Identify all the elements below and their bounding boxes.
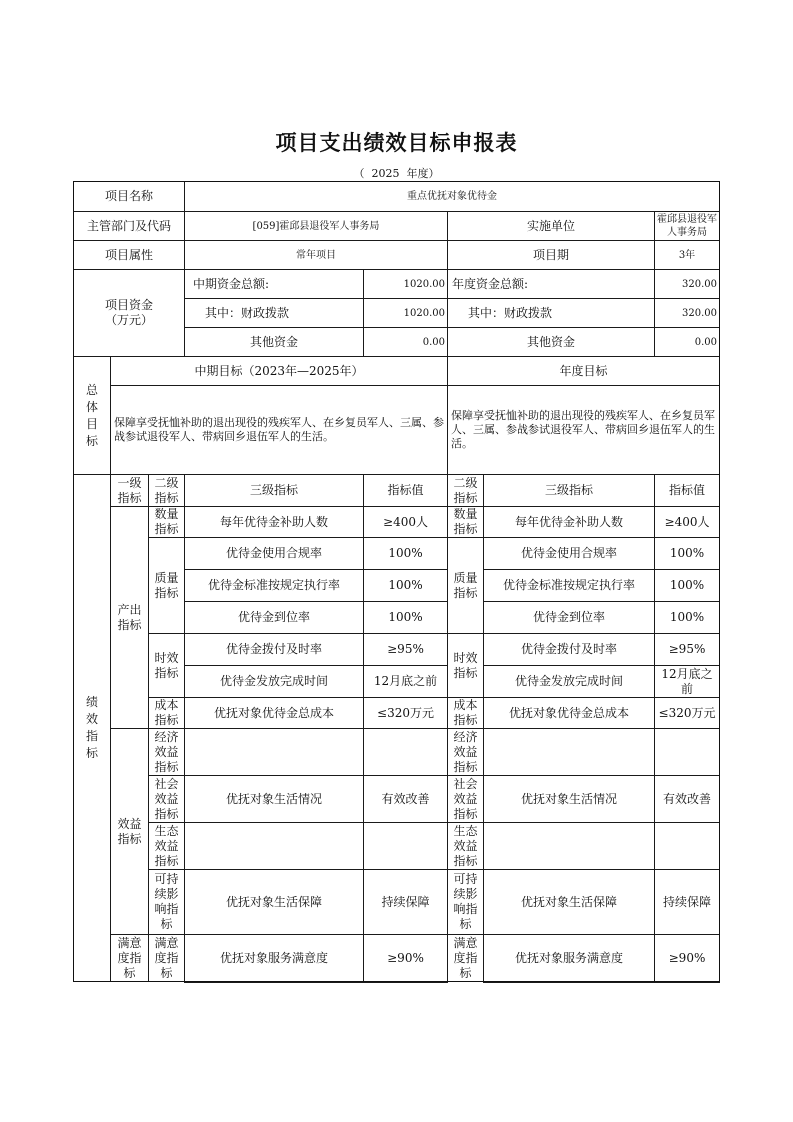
group-satisfaction-text: 满意度指标 (117, 935, 142, 980)
sub-indicator-ecological-mid (148, 822, 185, 870)
header-level2 (148, 474, 185, 507)
sub-indicator-social-mid (148, 775, 185, 823)
year-total-label: 年度资金总额: (447, 269, 655, 299)
header-level1-text: 一级指标 (117, 475, 142, 505)
indicator-name-mid: 优待金标准按规定执行率 (184, 569, 364, 602)
indicator-value-mid (363, 728, 448, 776)
sub-indicator-economic-year (447, 728, 484, 776)
sub-indicator-ecological-year (447, 822, 484, 870)
sub-indicator-text: 满意度指标 (154, 935, 179, 980)
indicator-value-year: 12月底之前 (654, 665, 720, 698)
sub-indicator-cost-year (447, 697, 484, 729)
sub-indicator-text: 时效指标 (154, 650, 179, 680)
year-other-label: 其他资金 (447, 327, 655, 357)
sub-indicator-text: 数量指标 (453, 507, 478, 536)
indicator-value-mid: 有效改善 (363, 775, 448, 823)
sub-indicator-economic-mid (148, 728, 185, 776)
sub-indicator-text: 社会效益指标 (453, 776, 478, 821)
indicator-value-mid: 100% (363, 569, 448, 602)
mid-goal-header: 中期目标（2023年—2025年） (110, 356, 448, 386)
group-benefit-text: 效益指标 (117, 816, 142, 846)
sub-indicator-text: 时效指标 (453, 650, 478, 680)
sub-indicator-timeliness-mid (148, 633, 185, 698)
form-title: 项目支出绩效目标申报表 (275, 131, 518, 155)
year-goal-text: 保障享受抚恤补助的退出现役的残疾军人、在乡复员军人、三属、参战参试退役军人、带病回乡退伍军人的生活。 (447, 385, 720, 475)
project-name-label: 项目名称 (73, 181, 185, 212)
indicator-name-mid (184, 822, 364, 870)
indicator-value-year: 有效改善 (654, 775, 720, 823)
sub-indicator-quality-mid (148, 537, 185, 634)
indicators-label (73, 474, 111, 982)
sub-indicator-sustainable-mid (148, 869, 185, 935)
indicator-value-year: 100% (654, 601, 720, 634)
indicator-value-year: ≥95% (654, 633, 720, 666)
indicator-name-year: 优待金发放完成时间 (483, 665, 655, 698)
indicator-value-year (654, 728, 720, 776)
indicator-value-year: ≤320万元 (654, 697, 720, 729)
impl-unit-label: 实施单位 (447, 211, 655, 241)
group-output-text: 产出指标 (117, 602, 142, 632)
indicator-value-year: ≥90% (654, 934, 720, 983)
indicator-value-mid (363, 822, 448, 870)
year-line: （ 2025 年度） (353, 167, 440, 180)
dept-label: 主管部门及代码 (73, 211, 185, 241)
header-level2-text: 二级指标 (154, 475, 179, 505)
header-value-year: 指标值 (654, 474, 720, 507)
indicator-name-year: 优待金拨付及时率 (483, 633, 655, 666)
indicator-name-year: 优待金到位率 (483, 601, 655, 634)
funds-label: 项目资金（万元） (73, 269, 185, 357)
sub-indicator-quantity-year (447, 506, 484, 538)
indicator-name-mid: 优待金拨付及时率 (184, 633, 364, 666)
dept-value: [059]霍邱县退役军人事务局 (184, 211, 448, 241)
sub-indicator-quantity-mid (148, 506, 185, 538)
sub-indicator-social-year (447, 775, 484, 823)
header-level1 (110, 474, 149, 507)
header-level2-year-text: 二级指标 (453, 475, 478, 505)
sub-indicator-text: 质量指标 (453, 570, 478, 600)
sub-indicator-satisfaction-year (447, 934, 484, 982)
attr-value: 常年项目 (184, 240, 448, 270)
mid-other-label: 其他资金 (184, 327, 364, 357)
sub-indicator-text: 社会效益指标 (154, 776, 179, 821)
indicator-value-year (654, 822, 720, 870)
indicator-value-mid: 100% (363, 601, 448, 634)
indicator-name-mid: 每年优待金补助人数 (184, 506, 364, 538)
goals-label-text: 总体目标 (85, 382, 98, 448)
project-name-value: 重点优抚对象优待金 (184, 181, 720, 212)
year-total-value: 320.00 (654, 269, 720, 299)
sub-indicator-text: 经济效益指标 (154, 729, 179, 774)
header-value: 指标值 (363, 474, 448, 507)
indicator-name-year: 优抚对象服务满意度 (483, 934, 655, 983)
indicator-name-year: 优抚对象生活情况 (483, 775, 655, 823)
goals-label (73, 356, 111, 475)
indicators-label-text: 绩效指标 (85, 695, 98, 760)
indicator-name-mid: 优待金使用合规率 (184, 537, 364, 570)
group-output (110, 506, 149, 729)
indicator-name-year: 优抚对象优待金总成本 (483, 697, 655, 729)
indicator-value-year: 100% (654, 569, 720, 602)
sub-indicator-satisfaction-mid (148, 934, 185, 982)
sub-indicator-quality-year (447, 537, 484, 634)
indicator-value-mid: ≥400人 (363, 506, 448, 538)
year-other-value: 0.00 (654, 327, 720, 357)
indicator-value-mid: ≥90% (363, 934, 448, 983)
mid-fiscal-label: 其中：财政拨款 (184, 298, 364, 328)
sub-indicator-text: 生态效益指标 (154, 823, 179, 868)
sub-indicator-text: 可持续影响指标 (453, 872, 478, 931)
mid-goal-text: 保障享受抚恤补助的退出现役的残疾军人、在乡复员军人、三属、参战参试退役军人、带病回乡退伍军人的生活。 (110, 385, 448, 475)
indicator-name-mid (184, 728, 364, 776)
group-satisfaction (110, 934, 149, 982)
indicator-name-year (483, 822, 655, 870)
indicator-value-year: 100% (654, 537, 720, 570)
sub-indicator-sustainable-year (447, 869, 484, 935)
indicator-name-year: 每年优待金补助人数 (483, 506, 655, 538)
header-level3-year: 三级指标 (483, 474, 655, 507)
indicator-name-mid: 优抚对象优待金总成本 (184, 697, 364, 729)
indicator-value-mid: ≤320万元 (363, 697, 448, 729)
impl-unit-value: 霍邱县退役军人事务局 (654, 211, 720, 241)
mid-fiscal-value: 1020.00 (363, 298, 448, 328)
indicator-name-mid: 优抚对象生活保障 (184, 869, 364, 935)
sub-indicator-text: 质量指标 (154, 570, 179, 600)
sub-indicator-timeliness-year (447, 633, 484, 698)
mid-total-value: 1020.00 (363, 269, 448, 299)
period-value: 3年 (654, 240, 720, 270)
sub-indicator-text: 满意度指标 (453, 935, 478, 980)
year-fiscal-label: 其中：财政拨款 (447, 298, 655, 328)
indicator-name-year (483, 728, 655, 776)
period-label: 项目期 (447, 240, 655, 270)
indicator-name-year: 优待金标准按规定执行率 (483, 569, 655, 602)
indicator-value-mid: 12月底之前 (363, 665, 448, 698)
year-fiscal-value: 320.00 (654, 298, 720, 328)
indicator-name-mid: 优待金发放完成时间 (184, 665, 364, 698)
attr-label: 项目属性 (73, 240, 185, 270)
indicator-name-year: 优抚对象生活保障 (483, 869, 655, 935)
sub-indicator-text: 成本指标 (154, 698, 179, 727)
indicator-value-mid: 100% (363, 537, 448, 570)
sub-indicator-text: 成本指标 (453, 698, 478, 727)
indicator-name-year: 优待金使用合规率 (483, 537, 655, 570)
sub-indicator-text: 可持续影响指标 (154, 872, 179, 931)
sub-indicator-text: 经济效益指标 (453, 729, 478, 774)
indicator-name-mid: 优抚对象生活情况 (184, 775, 364, 823)
indicator-name-mid: 优抚对象服务满意度 (184, 934, 364, 983)
group-benefit (110, 728, 149, 935)
indicator-value-mid: 持续保障 (363, 869, 448, 935)
indicator-value-year: ≥400人 (654, 506, 720, 538)
mid-total-label: 中期资金总额: (184, 269, 364, 299)
sub-indicator-text: 数量指标 (154, 507, 179, 536)
year-goal-header: 年度目标 (447, 356, 720, 386)
header-level3: 三级指标 (184, 474, 364, 507)
sub-indicator-text: 生态效益指标 (453, 823, 478, 868)
sub-indicator-cost-mid (148, 697, 185, 729)
indicator-value-year: 持续保障 (654, 869, 720, 935)
indicator-value-mid: ≥95% (363, 633, 448, 666)
header-level2-year (447, 474, 484, 507)
mid-other-value: 0.00 (363, 327, 448, 357)
indicator-name-mid: 优待金到位率 (184, 601, 364, 634)
